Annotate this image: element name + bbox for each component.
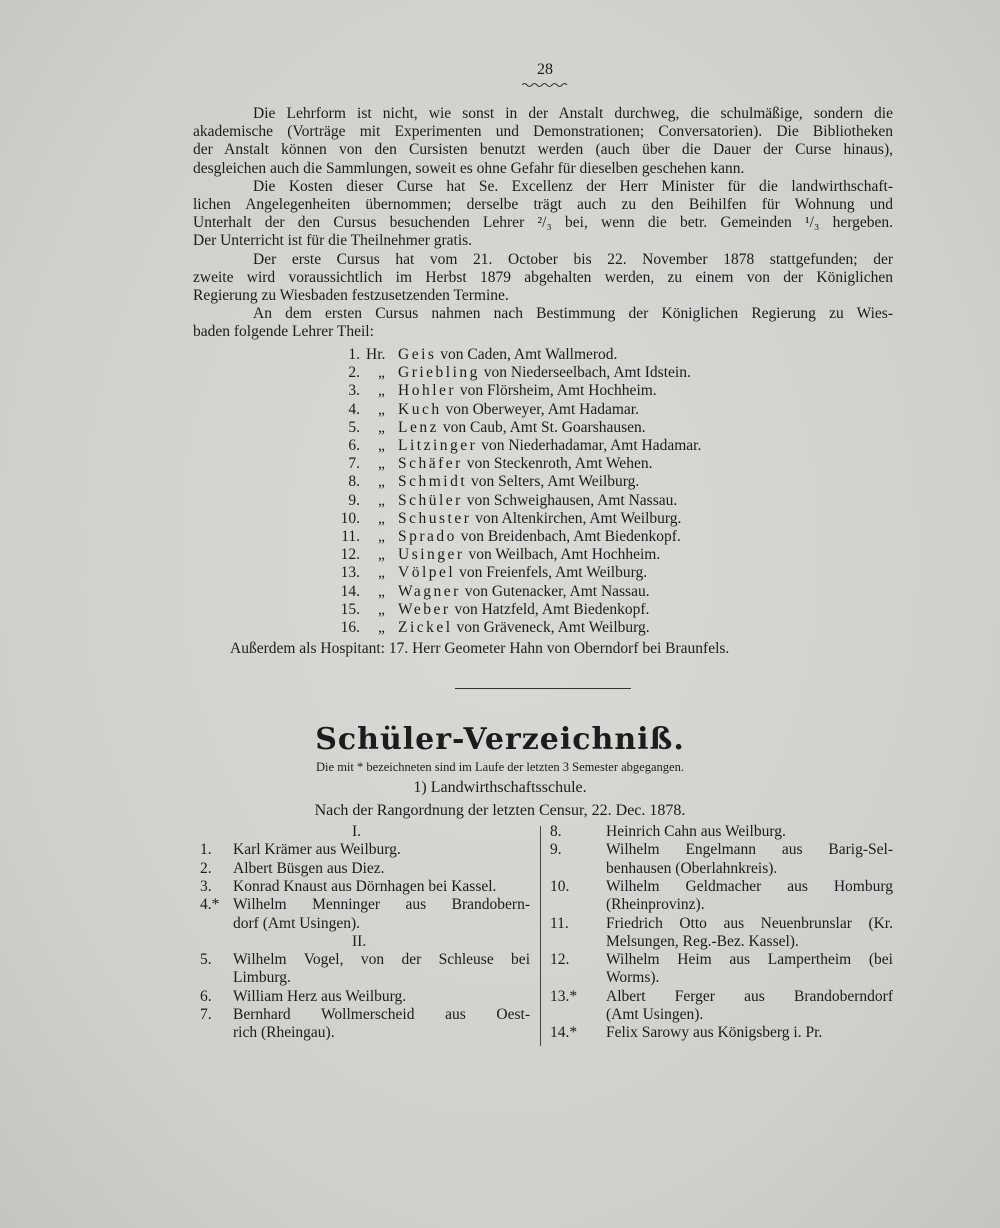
teacher-name: Geis [398, 346, 437, 363]
teacher-prefix: „ [378, 564, 385, 582]
student-entry-line: William Herz aus Weilburg. [233, 987, 407, 1005]
student-entry-line: Felix Sarowy aus Königsberg i. Pr. [606, 1024, 823, 1042]
teacher-origin: von Oberweyer, Amt Hadamar. [445, 400, 639, 418]
student-entry-line: Wilhelm Engelmann aus Barig-Sel- [606, 841, 893, 859]
teacher-number: 15. [340, 600, 360, 618]
student-entry-line: Wilhelm Geldmacher aus Homburg [606, 877, 893, 895]
teacher-name: Usinger [398, 546, 465, 564]
student-entry-line: (Amt Usingen). [606, 1006, 704, 1023]
teacher-number: 10. [340, 509, 360, 527]
teacher-entry [398, 364, 691, 382]
student-entry-line: Worms). [606, 969, 660, 987]
teacher-name: Litzinger [398, 437, 478, 454]
student-entry-line: Albert Büsgen aus Diez. [233, 859, 385, 877]
teacher-prefix: „ [378, 382, 385, 400]
paragraph-line: zweite wird voraussichtlich im Herbst 1879 abgehalten werden, zu einem von der Königlichen [193, 268, 893, 286]
student-number: 5. [200, 951, 212, 969]
class-heading: II. [352, 932, 367, 950]
teacher-origin: von Caub, Amt St. Goarshausen. [442, 418, 646, 436]
student-entry-line: rich (Rheingau). [233, 1024, 335, 1042]
ranking-line: Nach der Rangordnung der letzten Censur, 22. Dec. 1878. [314, 802, 686, 819]
teacher-prefix: „ [378, 491, 385, 509]
teacher-origin: von Gutenacker, Amt Nassau. [464, 582, 650, 600]
student-number: 1. [200, 841, 212, 859]
teacher-name: Zickel [398, 619, 453, 636]
paragraph-line: Die Lehrform ist nicht, wie sonst in der Anstalt durchweg, die schulmäßige, sondern die [253, 105, 893, 122]
teacher-entry [398, 601, 649, 619]
teacher-name: Hohler [398, 382, 457, 400]
teacher-number: 3. [348, 382, 360, 400]
student-number: 6. [200, 987, 212, 1005]
teacher-origin: von Breidenbach, Amt Biedenkopf. [460, 528, 681, 545]
teacher-number: 7. [348, 455, 360, 473]
teacher-prefix: „ [378, 455, 385, 473]
teacher-entry [398, 382, 657, 400]
paragraph-line: Regierung zu Wiesbaden festzusetzenden Termine. [193, 287, 509, 304]
section-subtitle: 1) Landwirthschaftsschule. [413, 779, 587, 796]
teacher-number: 12. [340, 546, 360, 564]
paragraph-line: der Anstalt können von den Cursisten benutzt werden (auch über die Dauer der Curse hinaus), [193, 141, 893, 159]
teacher-origin: von Flörsheim, Amt Hochheim. [459, 382, 657, 400]
teacher-entry [398, 419, 646, 437]
student-number: 11. [550, 914, 569, 932]
paragraph-line: desgleichen auch die Sammlungen, soweit es ohne Gefahr für dieselben geschehen kann. [193, 159, 745, 177]
teacher-number: 13. [340, 564, 360, 582]
teacher-prefix: „ [378, 582, 385, 600]
student-entry-line: (Rheinprovinz). [606, 896, 705, 914]
teacher-entry [398, 510, 681, 528]
teacher-entry [398, 583, 650, 601]
teacher-entry [398, 437, 701, 455]
student-number: 2. [200, 859, 212, 877]
student-entry-line: Wilhelm Menninger aus Brandobern- [233, 896, 530, 914]
teacher-number: 5. [348, 418, 360, 436]
teacher-origin: von Altenkirchen, Amt Weilburg. [475, 509, 682, 527]
teacher-origin: von Weilbach, Amt Hochheim. [468, 546, 661, 564]
student-entry-line: Friedrich Otto aus Neuenbrunslar (Kr. [606, 914, 893, 932]
teacher-prefix: „ [378, 437, 385, 454]
page-number: 28 [537, 61, 553, 78]
teacher-prefix: „ [378, 509, 385, 527]
teacher-origin: von Niederhadamar, Amt Hadamar. [481, 437, 702, 454]
teacher-number: 8. [348, 473, 360, 491]
teacher-number: 11. [341, 528, 360, 545]
teacher-entry [398, 346, 617, 364]
teacher-origin: von Freienfels, Amt Weilburg. [459, 564, 648, 582]
teacher-number: 14. [340, 582, 360, 600]
teacher-name: Schäfer [398, 455, 463, 473]
student-entry-line: Wilhelm Vogel, von der Schleuse bei [233, 951, 530, 969]
student-entry-line: Konrad Knaust aus Dörnhagen bei Kassel. [233, 877, 497, 895]
student-entry-line: dorf (Amt Usingen). [233, 914, 360, 932]
teacher-name: Sprado [398, 528, 457, 545]
teacher-name: Wagner [398, 582, 461, 600]
student-number: 14.* [550, 1024, 578, 1042]
teacher-entry [398, 528, 681, 546]
teacher-prefix: „ [378, 364, 385, 382]
teacher-prefix: Hr. [366, 346, 386, 363]
teacher-origin: von Hatzfeld, Amt Biedenkopf. [454, 600, 650, 618]
student-entry-line: Bernhard Wollmerscheid aus Oest- [233, 1006, 530, 1023]
paragraph-line: Der erste Cursus hat vom 21. October bis 22. November 1878 stattgefunden; der [253, 250, 893, 268]
student-entry-line: Melsungen, Reg.-Bez. Kassel). [606, 932, 799, 950]
paragraph-line: An dem ersten Cursus nahmen nach Bestimmung der Königlichen Regierung zu Wies- [253, 305, 893, 323]
teacher-number: 4. [348, 400, 360, 418]
teacher-number: 1. [348, 346, 360, 363]
teacher-name: Schuster [398, 509, 472, 527]
section-note: Die mit * bezeichneten sind im Laufe der letzten 3 Semester abgegangen. [316, 760, 684, 774]
teacher-origin: von Steckenroth, Amt Wehen. [466, 455, 653, 473]
teacher-name: Lenz [398, 418, 439, 436]
teacher-origin: von Schweighausen, Amt Nassau. [466, 491, 678, 509]
student-entry-line: Heinrich Cahn aus Weilburg. [606, 823, 786, 840]
paragraph-line: baden folgende Lehrer Theil: [193, 323, 374, 341]
teacher-origin: von Caden, Amt Wallmerod. [440, 346, 618, 363]
teacher-name: Weber [398, 600, 451, 618]
student-entry-line: benhausen (Oberlahnkreis). [606, 859, 778, 877]
student-number: 9. [550, 841, 562, 859]
teacher-prefix: „ [378, 473, 385, 491]
student-number: 10. [550, 877, 570, 895]
student-number: 4.* [200, 896, 220, 914]
teacher-number: 9. [348, 491, 360, 509]
teacher-origin: von Gräveneck, Amt Weilburg. [456, 619, 650, 636]
teacher-entry [398, 564, 647, 582]
student-number: 7. [200, 1006, 212, 1023]
teacher-prefix: „ [378, 528, 385, 545]
student-entry-line: Albert Ferger aus Brandoberndorf [606, 987, 893, 1005]
teacher-origin: von Niederseelbach, Amt Idstein. [483, 364, 691, 382]
section-rule [455, 688, 631, 689]
teacher-number: 16. [340, 619, 360, 636]
student-number: 12. [550, 951, 570, 969]
teacher-entry [398, 473, 639, 491]
student-entry-line: Karl Krämer aus Weilburg. [233, 841, 401, 859]
paragraph-line: Der Unterricht ist für die Theilnehmer gratis. [193, 232, 473, 250]
teacher-prefix: „ [378, 546, 385, 564]
student-entry-line: Limburg. [233, 969, 291, 987]
class-heading: I. [352, 823, 362, 840]
teacher-entry [398, 492, 677, 510]
teacher-name: Griebling [398, 364, 480, 382]
section-title: Schüler-Verzeichniß. [315, 722, 685, 757]
student-entry-line: Wilhelm Heim aus Lampertheim (bei [606, 951, 893, 969]
paragraph-line: Unterhalt der den Cursus besuchenden Lehrer ²/₃ bei, wenn die betr. Gemeinden ¹/₃ hergeben. [193, 214, 893, 232]
student-number: 3. [200, 877, 212, 895]
teacher-name: Schüler [398, 491, 463, 509]
paragraph-line: lichen Angelegenheiten übernommen; derselbe trägt auch zu den Beihilfen für Wohnung und [193, 196, 893, 213]
teacher-name: Völpel [398, 564, 456, 582]
paragraph-line: Die Kosten dieser Curse hat Se. Excellenz der Herr Minister für die landwirthschaft- [253, 177, 893, 195]
page-number-ornament [522, 82, 568, 88]
teacher-prefix: „ [378, 600, 385, 618]
student-number: 13.* [550, 987, 578, 1005]
teacher-entry [398, 455, 652, 473]
column-divider [540, 826, 541, 1046]
teacher-name: Schmidt [398, 473, 468, 491]
teacher-prefix: „ [378, 418, 385, 436]
student-number: 8. [550, 823, 562, 840]
teacher-prefix: „ [378, 400, 385, 418]
teacher-origin: von Selters, Amt Weilburg. [471, 473, 640, 491]
teacher-entry [398, 546, 660, 564]
hospitant-line: Außerdem als Hospitant: 17. Herr Geometer Hahn von Oberndorf bei Braunfels. [230, 640, 730, 657]
teacher-number: 6. [348, 437, 360, 454]
teacher-number: 2. [348, 364, 360, 382]
teacher-entry [398, 401, 639, 419]
teacher-name: Kuch [398, 400, 442, 418]
teacher-prefix: „ [378, 619, 385, 636]
paragraph-line: akademische (Vorträge mit Experimenten und Demonstrationen; Conversatorien). Die Bibliotheken [193, 123, 893, 141]
teacher-entry [398, 619, 650, 637]
